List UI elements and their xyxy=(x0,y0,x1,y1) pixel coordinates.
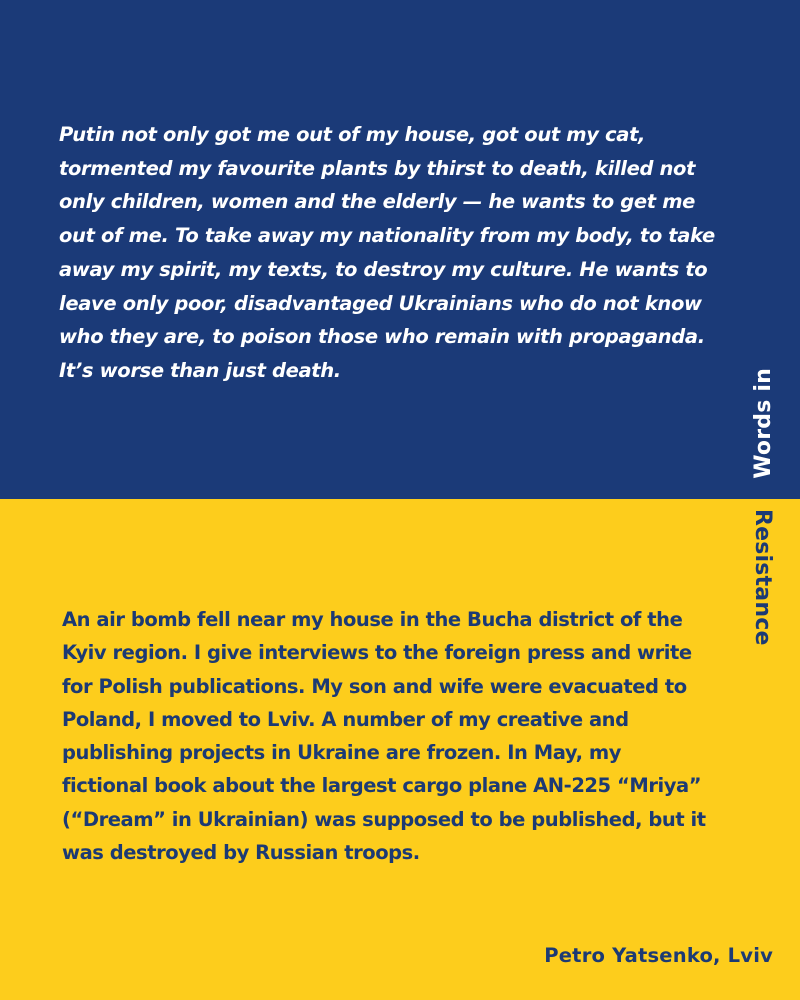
side-title-bottom xyxy=(747,509,777,654)
author-signature: Petro Yatsenko, Lviv xyxy=(544,944,773,967)
side-title-words-in: Words in xyxy=(751,368,776,479)
story-text: An air bomb fell near my house in the Bucha district of the Kyiv region. I give interviews to the foreign press and write for Polish publications. My son and wife were evacuated to Poland, I moved to Lviv. A number of my creative and publishing projects in Ukraine are frozen. In May, my fictional book about the largest cargo plane AN-225 “Mriya” (“Dream” in Ukrainian) was supposed to be published, but it was destroyed by Russian troops. xyxy=(62,608,706,865)
side-title-top xyxy=(749,368,779,489)
quote-text: Putin not only got me out of my house, got out my cat, tormented my favourite plants by thirst to death, killed not only children, women and the elderly — he wants to get me out of me. To take away my nationality from my body, to take away my spirit, my texts, to destroy my culture. He wants to leave only poor, disadvantaged Ukrainians who do not know who they are, to poison those who remain with propaganda. It’s worse than just death. xyxy=(59,123,715,382)
side-title-resistance: Resistance xyxy=(750,509,775,646)
